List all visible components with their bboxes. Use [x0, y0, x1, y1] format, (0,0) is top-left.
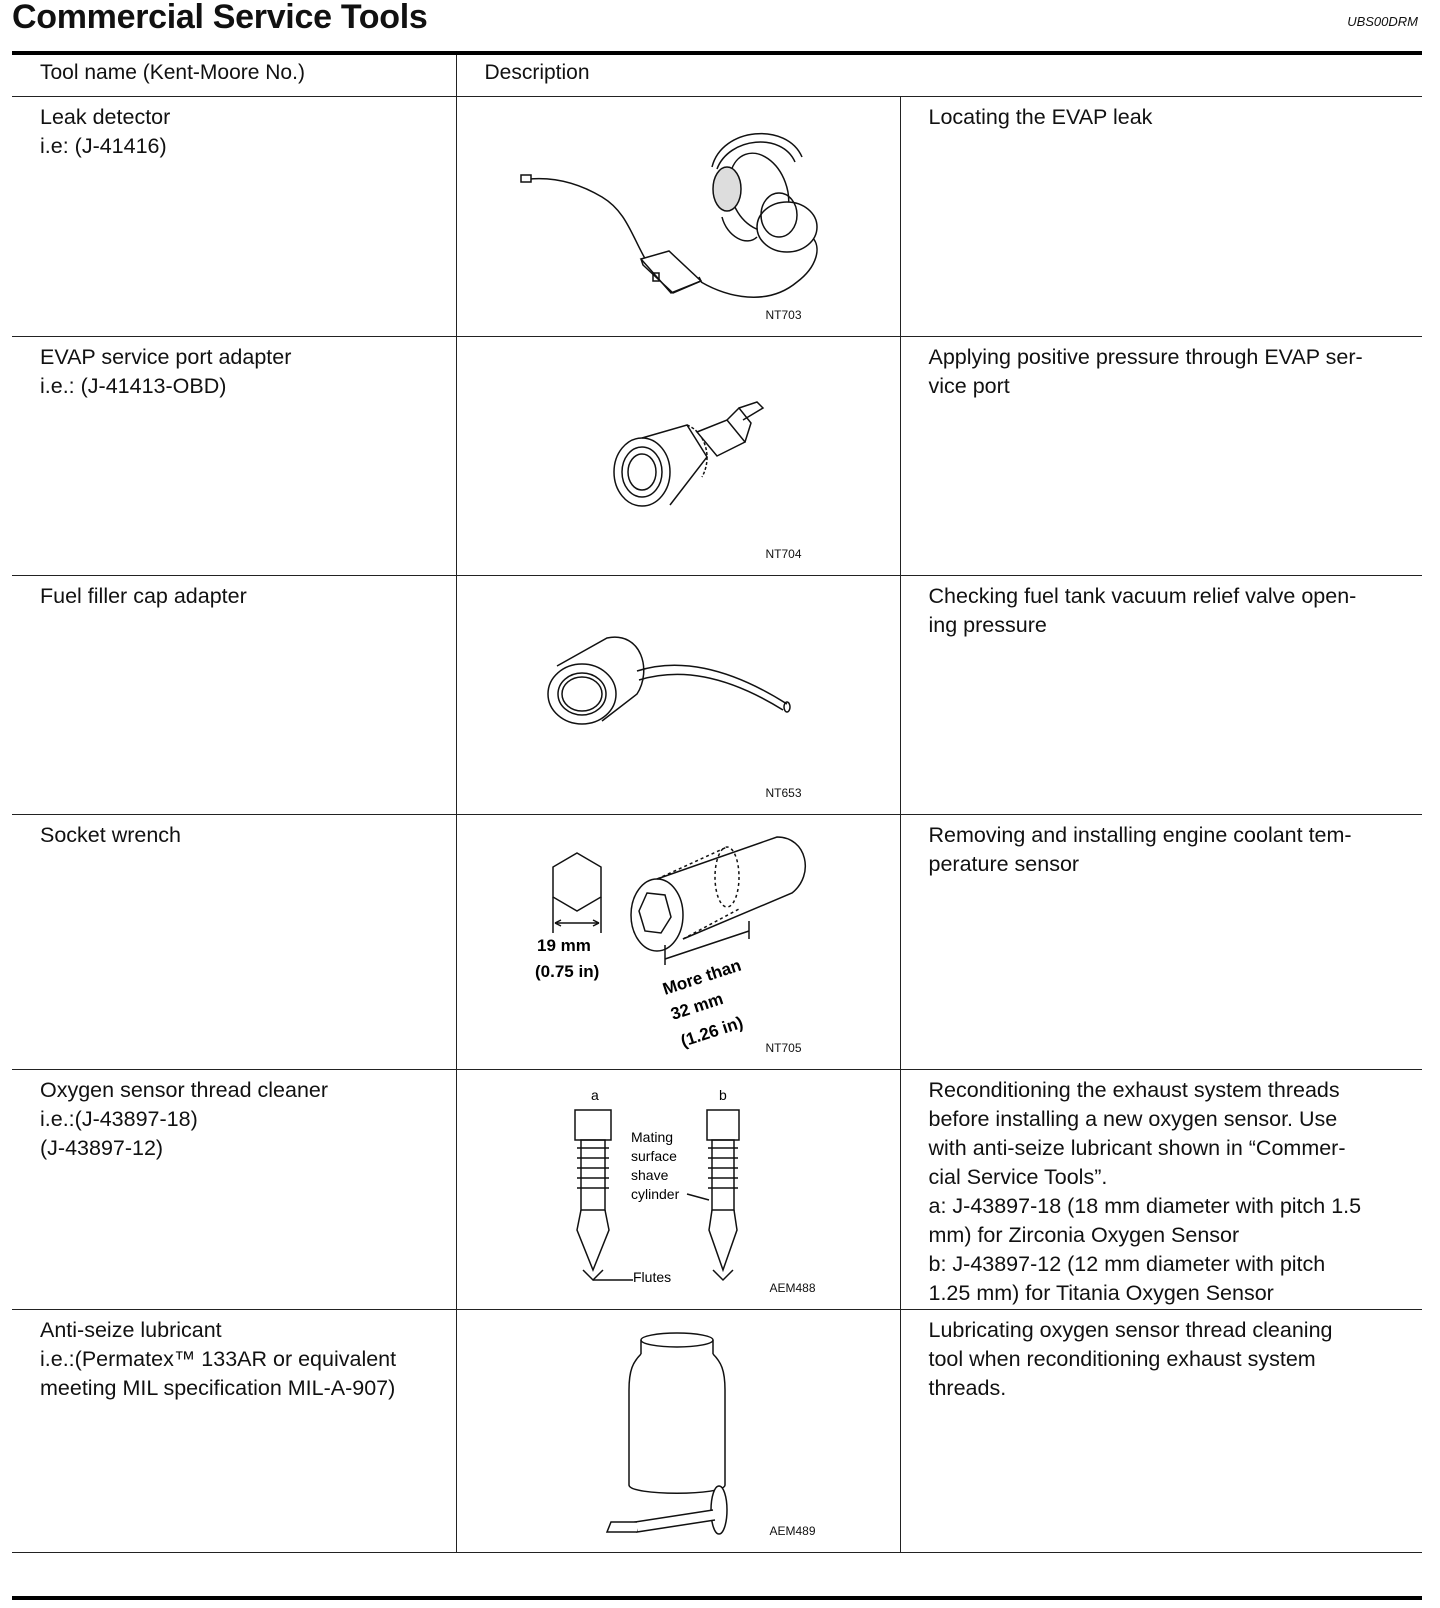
hex-size-in-label: (0.75 in) — [534, 961, 599, 981]
lubricant-bottle-illustration — [457, 1310, 901, 1553]
tool-figure — [456, 1069, 900, 1309]
tool-description: Removing and installing engine coolant tem- perature sensor — [928, 822, 1352, 876]
tool-name: Oxygen sensor thread cleaner i.e.:(J-43897-18) (J-43897-12) — [40, 1077, 329, 1160]
figure-code: NT704 — [765, 546, 802, 561]
length-label-2: 32 mm — [667, 988, 725, 1024]
label-b: b — [718, 1086, 727, 1103]
flutes-label: Flutes — [632, 1268, 671, 1285]
tool-description: Reconditioning the exhaust system threads before installing a new oxygen sensor. Use with anti-seize lubricant shown in “Commer- cial Service Tools”. a: J-43897-18 (18 mm diameter with pitch 1.5 mm) for Zirconia Oxygen Sensor b: J-43897-12 (12 mm diameter with pitch 1.25 mm) for Titania Oxygen Sensor — [928, 1077, 1362, 1305]
tool-name: Anti-seize lubricant i.e.:(Permatex™ 133AR or equivalent meeting MIL specification MIL-A-907) — [40, 1317, 397, 1400]
tool-name: Leak detector i.e: (J-41416) — [40, 104, 171, 158]
tool-name: Fuel filler cap adapter — [40, 583, 247, 608]
leak-detector-illustration — [457, 97, 901, 337]
cap-adapter-illustration — [457, 576, 901, 815]
table-header-row — [12, 55, 1422, 96]
header-tool-name: Tool name (Kent-Moore No.) — [12, 55, 456, 96]
mating-label-4: cylinder — [630, 1185, 679, 1202]
page-title: Commercial Service Tools — [12, 0, 428, 36]
tool-name: Socket wrench — [40, 822, 182, 847]
tool-description: Checking fuel tank vacuum relief valve open- ing pressure — [928, 583, 1357, 637]
tool-figure — [456, 1309, 900, 1552]
mating-label-3: shave — [630, 1166, 668, 1183]
table-row — [12, 1069, 1422, 1309]
tool-figure — [456, 814, 900, 1069]
length-label-1: More than — [659, 955, 743, 999]
length-label-3: (1.26 in) — [677, 1012, 745, 1051]
mating-label-1: Mating — [630, 1128, 673, 1145]
tool-name: EVAP service port adapter i.e.: (J-41413-OBD) — [40, 344, 292, 398]
table-row — [12, 96, 1422, 336]
tool-figure — [456, 96, 900, 336]
thread-cleaner-illustration — [457, 1070, 901, 1310]
tool-figure — [456, 575, 900, 814]
port-adapter-illustration — [457, 337, 901, 576]
figure-code: NT705 — [765, 1040, 802, 1055]
figure-code: NT653 — [765, 785, 802, 800]
tool-description: Lubricating oxygen sensor thread cleaning tool when reconditioning exhaust system threads. — [928, 1317, 1333, 1400]
mating-label-2: surface — [630, 1147, 677, 1164]
socket-wrench-illustration — [457, 815, 901, 1070]
label-a: a — [590, 1086, 599, 1103]
table-row — [12, 814, 1422, 1069]
figure-code: AEM488 — [769, 1280, 816, 1295]
hex-size-label: 19 mm — [536, 935, 591, 955]
tool-description: Locating the EVAP leak — [928, 104, 1153, 129]
figure-code: AEM489 — [769, 1523, 816, 1538]
tool-figure — [456, 336, 900, 575]
bottom-rule — [12, 1596, 1422, 1600]
tool-description: Applying positive pressure through EVAP ser- vice port — [928, 344, 1363, 398]
table-row — [12, 336, 1422, 575]
table-row — [12, 1309, 1422, 1552]
document-code: UBS00DRM — [1347, 14, 1418, 29]
tools-table — [12, 55, 1422, 1553]
figure-code: NT703 — [765, 307, 802, 322]
table-row — [12, 575, 1422, 814]
header-description: Description — [456, 55, 1422, 96]
